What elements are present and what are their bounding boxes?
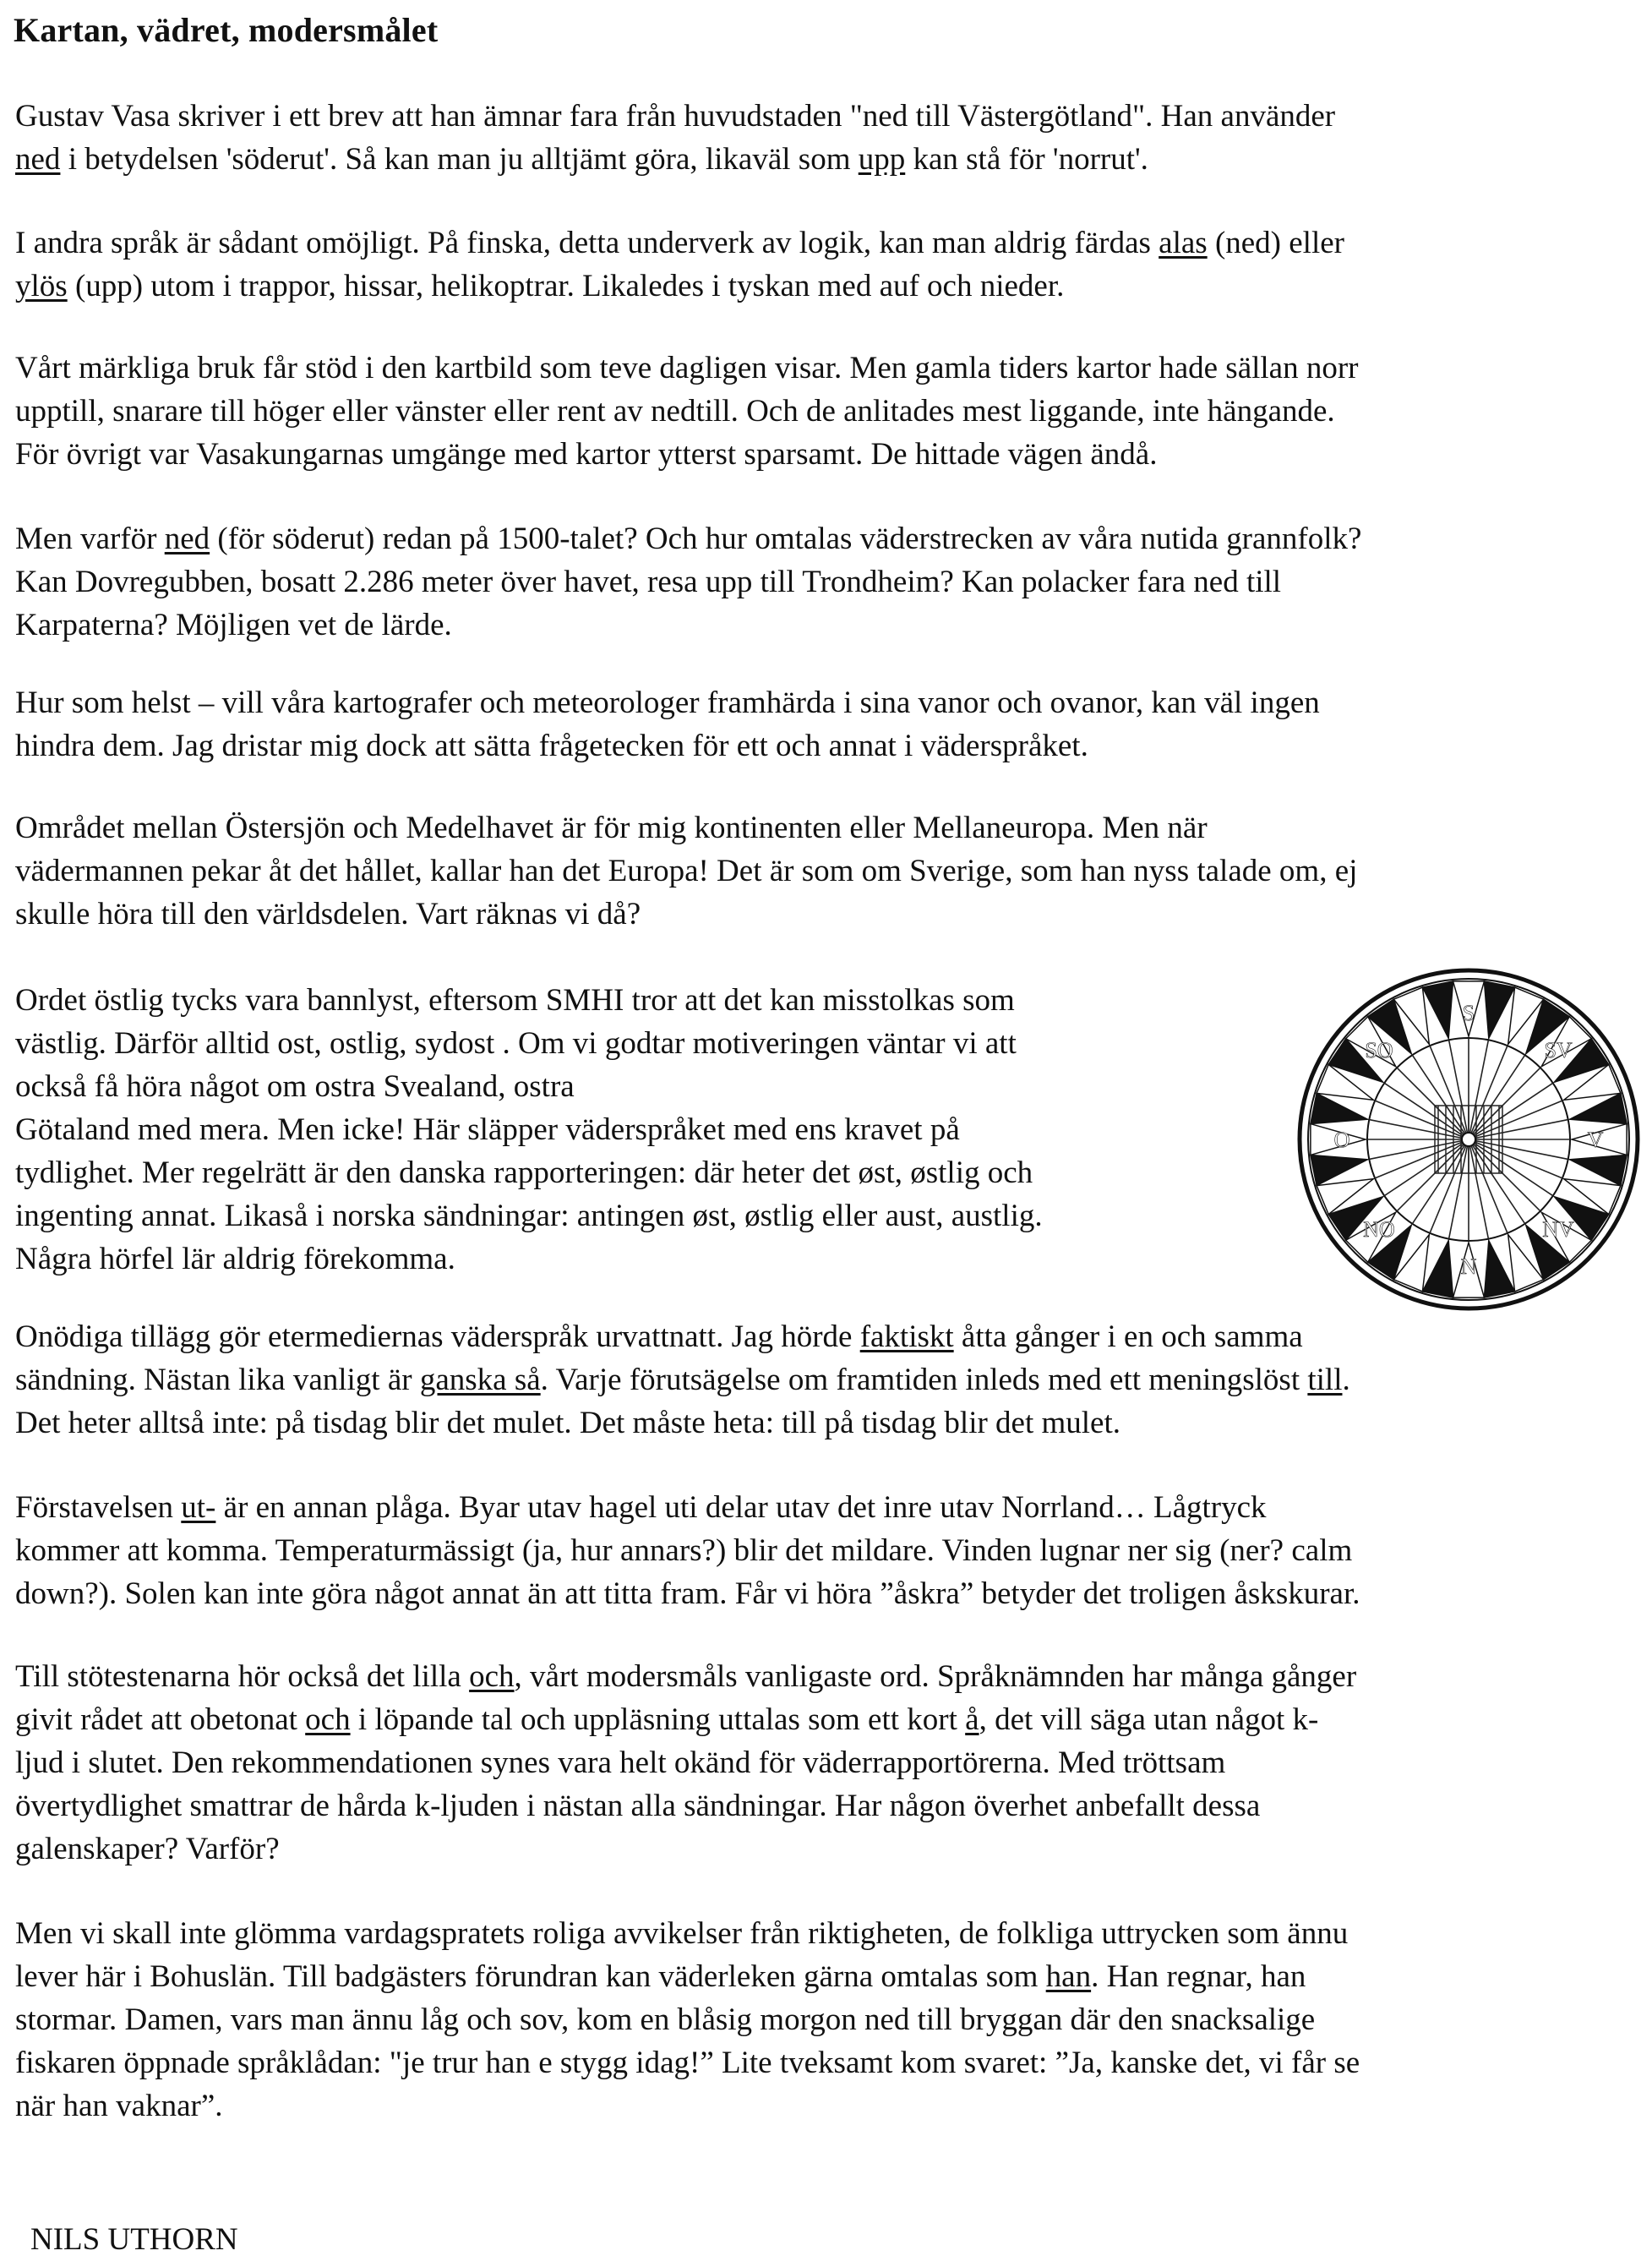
- text-run: åtta gånger i en och samma: [953, 1319, 1303, 1354]
- text-run: Hur som helst – vill våra kartografer och meteorologer framhärda i sina vanor och ovanor, kan väl ingen: [15, 686, 1320, 720]
- text-run: Området mellan Östersjön och Medelhavet är för mig kontinenten eller Mellaneuropa. Men när: [15, 811, 1208, 845]
- text-run: i löpande tal och uppläsning uttalas som ett kort: [350, 1702, 966, 1737]
- paragraph: [15, 979, 1043, 1281]
- paragraph: [15, 347, 1359, 476]
- text-run: fiskaren öppnade språklådan: "je trur han e stygg idag!” Lite tveksamt kom svaret: ”Ja, kanske det, vi får se: [15, 2046, 1360, 2080]
- paragraph: [15, 1315, 1350, 1445]
- text-line: [15, 1108, 1043, 1151]
- underlined-word: ylös: [15, 269, 68, 303]
- text-line: [15, 1529, 1360, 1572]
- text-line: [15, 390, 1359, 433]
- compass-direction-label: SV: [1544, 1037, 1573, 1062]
- text-run: (upp) utom i trappor, hissar, helikoptrar. Likaledes i tyskan med auf och nieder.: [67, 269, 1065, 303]
- compass-ray: [1397, 1139, 1469, 1211]
- text-run: Men vi skall inte glömma vardagspratets roliga avvikelser från riktigheten, de folkliga uttrycken som ännu: [15, 1916, 1349, 1951]
- text-run: . Varje förutsägelse om framtiden inleds med ett meningslöst: [540, 1363, 1308, 1397]
- compass-direction-label: SO: [1365, 1037, 1393, 1062]
- text-run: Karpaterna? Möjligen vet de lärde.: [15, 608, 452, 642]
- compass-direction-label: NO: [1363, 1217, 1395, 1243]
- text-run: Förstavelsen: [15, 1490, 182, 1525]
- text-run: . Han regnar, han: [1091, 1959, 1306, 1994]
- text-run: Vårt märkliga bruk får stöd i den kartbild som teve dagligen visar. Men gamla tiders kartor hade sällan norr: [15, 351, 1359, 385]
- paragraph: [15, 1912, 1360, 2128]
- paragraph: [15, 806, 1357, 936]
- text-line: [15, 1827, 1356, 1871]
- text-run: upptill, snarare till höger eller vänster eller rent av nedtill. Och de anlitades mest liggande, inte hängande.: [15, 394, 1335, 429]
- paragraph: [15, 517, 1361, 647]
- text-line: [15, 1237, 1043, 1281]
- text-run: down?). Solen kan inte göra något annat än att titta fram. Får vi höra ”åskra” betyder det troligen åskskurar.: [15, 1576, 1360, 1611]
- text-line: [15, 265, 1344, 308]
- text-run: övertydlighet smattrar de hårda k-ljuden i nästan alla sändningar. Har någon överhet anbefallt dessa: [15, 1789, 1261, 1823]
- underlined-word: och: [469, 1659, 515, 1694]
- underlined-word: ganska så: [419, 1363, 541, 1397]
- paragraph: [15, 221, 1344, 308]
- text-line: [15, 2084, 1360, 2128]
- text-line: [15, 138, 1335, 181]
- text-line: [15, 681, 1320, 724]
- text-line: [15, 517, 1361, 560]
- underlined-word: alas: [1159, 226, 1208, 260]
- text-line: [15, 347, 1359, 390]
- text-run: Till stötestenarna hör också det lilla: [15, 1659, 470, 1694]
- text-line: [15, 1955, 1360, 1998]
- compass-ray: [1397, 1068, 1469, 1139]
- underlined-word: upp: [858, 142, 906, 177]
- text-line: [15, 893, 1357, 936]
- text-run: (ned) eller: [1207, 226, 1344, 260]
- compass-center: [1462, 1133, 1475, 1146]
- paragraph: [15, 1655, 1356, 1871]
- text-run: galenskaper? Varför?: [15, 1832, 280, 1866]
- text-run: hindra dem. Jag dristar mig dock att sätta frågetecken för ett och annat i väderspråket.: [15, 729, 1088, 763]
- text-run: tydlighet. Mer regelrätt är den danska rapporteringen: där heter det øst, østlig och: [15, 1155, 1033, 1190]
- author-signature: NILS UTHORN: [30, 2222, 238, 2257]
- compass-direction-label: V: [1587, 1128, 1604, 1152]
- text-line: [15, 1401, 1350, 1445]
- compass-direction-label: S: [1462, 1001, 1475, 1025]
- text-run: skulle höra till den världsdelen. Vart räknas vi då?: [15, 897, 641, 931]
- text-run: när han vaknar”.: [15, 2089, 223, 2123]
- text-run: (för söderut) redan på 1500-talet? Och hur omtalas väderstrecken av våra nutida grannfolk?: [210, 522, 1362, 556]
- text-line: [15, 1998, 1360, 2041]
- text-run: givit rådet att obetonat: [15, 1702, 306, 1737]
- compass-direction-label: N: [1460, 1254, 1477, 1279]
- text-line: [15, 724, 1320, 768]
- text-line: [15, 1784, 1356, 1827]
- text-run: kan stå för 'norrut'.: [905, 142, 1148, 177]
- text-run: i betydelsen 'söderut'. Så kan man ju alltjämt göra, likaväl som: [60, 142, 859, 177]
- underlined-word: till: [1307, 1363, 1343, 1397]
- compass-direction-label: NV: [1542, 1217, 1574, 1243]
- text-run: Men varför: [15, 522, 165, 556]
- text-line: [15, 806, 1357, 849]
- text-run: lever här i Bohuslän. Till badgästers förundran kan väderleken gärna omtalas som: [15, 1959, 1046, 1994]
- text-run: , det vill säga utan något k-: [979, 1702, 1319, 1737]
- text-run: ljud i slutet. Den rekommendationen synes vara helt okänd för väderrapportörerna. Med tröttsam: [15, 1745, 1226, 1780]
- text-run: .: [1342, 1363, 1350, 1397]
- text-run: är en annan plåga. Byar utav hagel uti delar utav det inre utav Norrland… Lågtryck: [215, 1490, 1267, 1525]
- text-line: [15, 849, 1357, 893]
- text-line: [15, 1358, 1350, 1401]
- underlined-word: faktiskt: [859, 1319, 954, 1354]
- text-run: I andra språk är sådant omöjligt. På finska, detta underverk av logik, kan man aldrig färdas: [15, 226, 1159, 260]
- text-line: [15, 604, 1361, 647]
- text-run: Det heter alltså inte: på tisdag blir det mulet. Det måste heta: till på tisdag blir det mulet.: [15, 1406, 1121, 1440]
- underlined-word: å: [965, 1702, 979, 1737]
- article-title: Kartan, vädret, modersmålet: [14, 11, 439, 49]
- text-line: [15, 95, 1335, 138]
- underlined-word: han: [1045, 1959, 1092, 1994]
- text-line: [15, 1151, 1043, 1194]
- text-line: [15, 979, 1043, 1022]
- paragraph: [15, 681, 1320, 768]
- underlined-word: ned: [15, 142, 61, 177]
- text-line: [15, 1065, 1043, 1108]
- text-run: Gustav Vasa skriver i ett brev att han ämnar fara från huvudstaden "ned till Västergötland". Han använder: [15, 99, 1336, 134]
- text-run: också få höra något om ostra Svealand, ostra: [15, 1069, 575, 1104]
- underlined-word: och: [305, 1702, 351, 1737]
- text-run: Götaland med mera. Men icke! Här släpper väderspråket med ens kravet på: [15, 1112, 960, 1147]
- text-run: kommer att komma. Temperaturmässigt (ja, hur annars?) blir det mildare. Vinden lugnar ner sig (ner? calm: [15, 1533, 1353, 1568]
- text-line: [15, 1486, 1360, 1529]
- text-run: ingenting annat. Likaså i norska sändningar: antingen øst, østlig eller aust, austlig.: [15, 1199, 1043, 1233]
- text-run: vädermannen pekar åt det hållet, kallar han det Europa! Det är som om Sverige, som han nyss talade om, ej: [15, 854, 1358, 888]
- text-line: [15, 1572, 1360, 1615]
- text-run: västlig. Därför alltid ost, ostlig, sydost . Om vi godtar motiveringen väntar vi att: [15, 1026, 1017, 1061]
- text-line: [15, 433, 1359, 476]
- compass-ray: [1469, 1139, 1540, 1211]
- underlined-word: ut-: [181, 1490, 216, 1525]
- underlined-word: ned: [164, 522, 210, 556]
- text-run: Några hörfel lär aldrig förekomma.: [15, 1242, 455, 1276]
- text-run: Kan Dovregubben, bosatt 2.286 meter över havet, resa upp till Trondheim? Kan polacker fara ned till: [15, 565, 1282, 599]
- text-line: [15, 560, 1361, 604]
- text-run: För övrigt var Vasakungarnas umgänge med kartor ytterst sparsamt. De hittade vägen ändå.: [15, 437, 1158, 472]
- compass-ray: [1469, 1068, 1540, 1139]
- paragraph: [15, 95, 1335, 181]
- text-line: [15, 2041, 1360, 2084]
- text-line: [15, 1194, 1043, 1237]
- text-line: [15, 1315, 1350, 1358]
- text-run: stormar. Damen, vars man ännu låg och sov, kom en blåsig morgon ned till bryggan där den snacksalige: [15, 2002, 1316, 2037]
- text-run: Ordet östlig tycks vara bannlyst, eftersom SMHI tror att det kan misstolkas som: [15, 983, 1015, 1018]
- text-line: [15, 1698, 1356, 1741]
- text-line: [15, 1655, 1356, 1698]
- text-line: [15, 1022, 1043, 1065]
- paragraph: [15, 1486, 1360, 1615]
- text-line: [15, 1912, 1360, 1955]
- compass-rose-illustration: [1291, 962, 1646, 1317]
- text-run: , vårt modersmåls vanligaste ord. Språknämnden har många gånger: [514, 1659, 1357, 1694]
- text-run: sändning. Nästan lika vanligt är: [15, 1363, 420, 1397]
- text-line: [15, 1741, 1356, 1784]
- text-line: [15, 221, 1344, 265]
- compass-direction-label: O: [1333, 1128, 1350, 1152]
- text-run: Onödiga tillägg gör etermediernas väderspråk urvattnatt. Jag hörde: [15, 1319, 860, 1354]
